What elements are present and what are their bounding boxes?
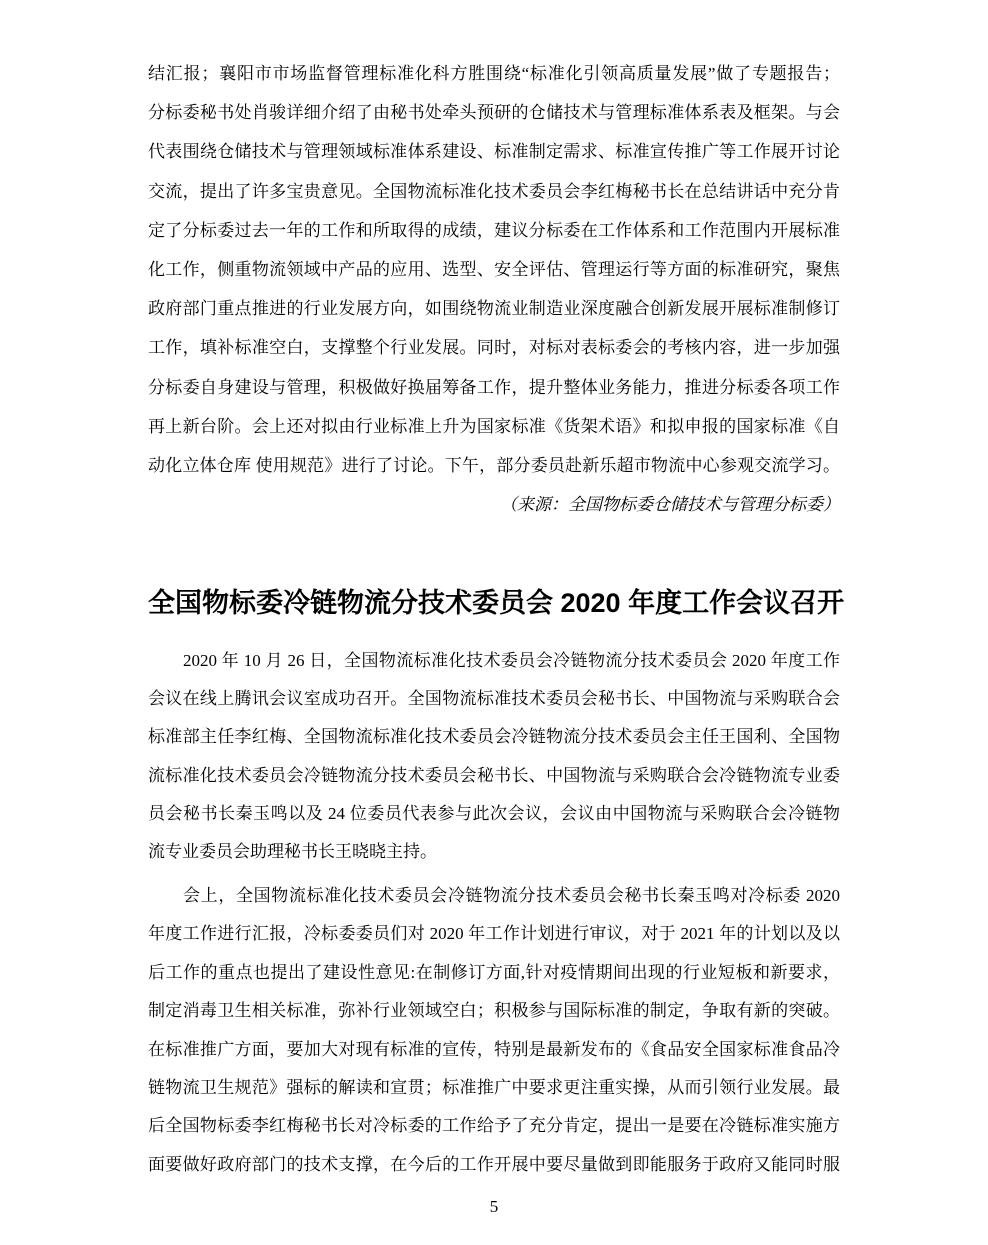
body-line: 分标委自身建设与管理，积极做好换届筹备工作，提升整体业务能力，推进分标委各项工作 bbox=[148, 377, 840, 397]
body-line: 面要做好政府部门的技术支撑，在今后的工作开展中要尽量做到即能服务于政府又能同时服 bbox=[148, 1154, 840, 1174]
body-line: 链物流卫生规范》强标的解读和宣贯；标准推广中要求更注重实操，从而引领行业发展。最 bbox=[148, 1078, 840, 1098]
body-line: 再上新台阶。会上还对拟由行业标准上升为国家标准《货架术语》和拟申报的国家标准《自 bbox=[148, 416, 840, 436]
source-attribution: （来源：全国物标委仓储技术与管理分标委） bbox=[500, 495, 840, 515]
body-line: 动化立体仓库 使用规范》进行了讨论。下午，部分委员赴新乐超市物流中心参观交流学习。 bbox=[148, 456, 840, 476]
body-line: 流标准化技术委员会冷链物流分技术委员会秘书长、中国物流与采购联合会冷链物流专业委 bbox=[148, 765, 840, 785]
body-line: 会上，全国物流标准化技术委员会冷链物流分技术委员会秘书长秦玉鸣对冷标委 2020 bbox=[183, 886, 840, 905]
body-line: 工作，填补标准空白，支撑整个行业发展。同时，对标对表标委会的考核内容，进一步加强 bbox=[148, 338, 840, 358]
body-line: 分标委秘书处肖骏详细介绍了由秘书处牵头预研的仓储技术与管理标准体系表及框架。与会 bbox=[148, 103, 840, 123]
body-line: 在标准推广方面，要加大对现有标准的宣传，特别是最新发布的《食品安全国家标准食品冷 bbox=[148, 1039, 840, 1059]
section2-paragraph-1 bbox=[148, 642, 840, 871]
body-line: 后工作的重点也提出了建设性意见:在制修订方面,针对疫情期间出现的行业短板和新要求， bbox=[148, 962, 840, 982]
section2-paragraph-2 bbox=[148, 877, 840, 1184]
body-line: 流专业委员会助理秘书长王晓晓主持。 bbox=[148, 842, 437, 862]
body-line: 交流，提出了许多宝贵意见。全国物流标准化技术委员会李红梅秘书长在总结讲话中充分肯 bbox=[148, 181, 840, 201]
body-line: 制定消毒卫生相关标准，弥补行业领域空白；积极参与国际标准的制定，争取有新的突破。 bbox=[148, 1001, 840, 1021]
body-line: 定了分标委过去一年的工作和所取得的成绩，建议分标委在工作体系和工作范围内开展标准 bbox=[148, 220, 840, 240]
section2-title: 全国物标委冷链物流分技术委员会 2020 年度工作会议召开 bbox=[148, 588, 845, 618]
body-line: 政府部门重点推进的行业发展方向，如围绕物流业制造业深度融合创新发展开展标准制修订 bbox=[148, 299, 840, 319]
body-line: 标准部主任李红梅、全国物流标准化技术委员会冷链物流分技术委员会主任王国利、全国物 bbox=[148, 727, 840, 747]
body-line: 员会秘书长秦玉鸣以及 24 位委员代表参与此次会议，会议由中国物流与采购联合会冷链物 bbox=[148, 803, 840, 823]
section1-paragraph bbox=[148, 54, 840, 524]
body-line: 代表围绕仓储技术与管理领域标准体系建设、标准制定需求、标准宣传推广等工作展开讨论 bbox=[148, 142, 840, 162]
body-line: 结汇报；襄阳市市场监督管理标准化科方胜围绕“标准化引领高质量发展”做了专题报告； bbox=[148, 64, 840, 83]
body-line: 年度工作进行汇报，冷标委委员们对 2020 年工作计划进行审议，对于 2021 年的计划以及以 bbox=[148, 924, 840, 944]
body-line: 化工作，侧重物流领域中产品的应用、选型、安全评估、管理运行等方面的标准研究，聚焦 bbox=[148, 260, 840, 280]
body-line: 2020 年 10 月 26 日，全国物流标准化技术委员会冷链物流分技术委员会 2020 年度工作 bbox=[183, 651, 840, 670]
body-line: 会议在线上腾讯会议室成功召开。全国物流标准技术委员会秘书长、中国物流与采购联合会 bbox=[148, 689, 840, 709]
page-number: 5 bbox=[489, 1197, 499, 1216]
body-line: 后全国物标委李红梅秘书长对冷标委的工作给予了充分肯定，提出一是要在冷链标准实施方 bbox=[148, 1116, 840, 1136]
